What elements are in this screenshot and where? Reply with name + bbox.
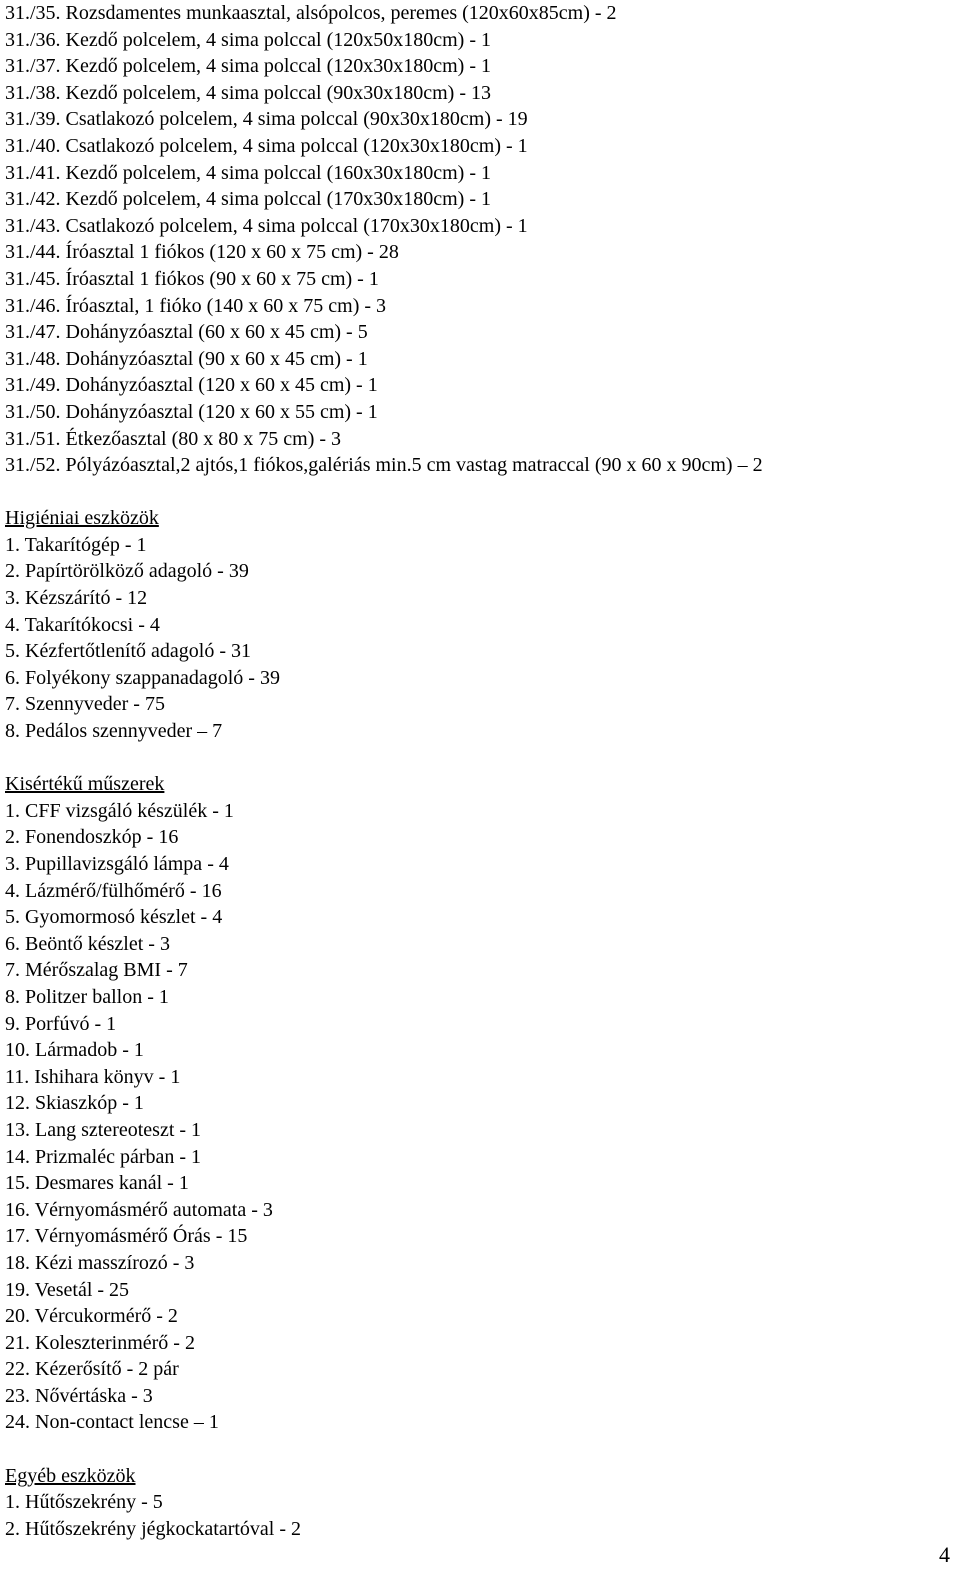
section-heading-hygiene: Higiéniai eszközök xyxy=(5,507,159,530)
list-item: 2. Papírtörölköző adagoló - 39 xyxy=(5,560,249,583)
list-item: 6. Beöntő készlet - 3 xyxy=(5,932,170,955)
list-item: 31./42. Kezdő polcelem, 4 sima polccal (170x30x180cm) - 1 xyxy=(5,188,491,211)
list-item: 5. Kézfertőtlenítő adagoló - 31 xyxy=(5,640,252,663)
furniture-list xyxy=(5,0,955,479)
list-item: 24. Non-contact lencse – 1 xyxy=(5,1411,219,1434)
list-item: 2. Hűtőszekrény jégkockatartóval - 2 xyxy=(5,1517,302,1540)
list-item: 1. Takarítógép - 1 xyxy=(5,533,147,556)
list-item: 17. Vérnyomásmérő Órás - 15 xyxy=(5,1225,248,1248)
list-item: 19. Vesetál - 25 xyxy=(5,1278,130,1301)
list-item: 3. Kézszárító - 12 xyxy=(5,587,148,610)
list-item: 31./43. Csatlakozó polcelem, 4 sima polccal (170x30x180cm) - 1 xyxy=(5,214,528,237)
list-item: 31./37. Kezdő polcelem, 4 sima polccal (120x30x180cm) - 1 xyxy=(5,55,491,78)
list-item: 15. Desmares kanál - 1 xyxy=(5,1172,189,1195)
list-item: 23. Nővértáska - 3 xyxy=(5,1384,153,1407)
page-number: 4 xyxy=(939,1542,950,1567)
list-item: 1. CFF vizsgáló készülék - 1 xyxy=(5,799,234,822)
section-heading-instruments: Kisértékű műszerek xyxy=(5,773,165,796)
spacer xyxy=(5,479,955,506)
list-item: 31./35. Rozsdamentes munkaasztal, alsópolcos, peremes (120x60x85cm) - 2 xyxy=(5,2,617,24)
list-item: 4. Takarítókocsi - 4 xyxy=(5,613,160,636)
list-item: 6. Folyékony szappanadagoló - 39 xyxy=(5,666,280,689)
list-item: 31./38. Kezdő polcelem, 4 sima polccal (90x30x180cm) - 13 xyxy=(5,81,491,104)
list-item: 16. Vérnyomásmérő automata - 3 xyxy=(5,1198,273,1221)
list-item: 31./48. Dohányzóasztal (90 x 60 x 45 cm) - 1 xyxy=(5,347,368,370)
list-item: 31./50. Dohányzóasztal (120 x 60 x 55 cm) - 1 xyxy=(5,400,378,423)
list-item: 31./44. Íróasztal 1 fiókos (120 x 60 x 75 cm) - 28 xyxy=(5,241,399,264)
hygiene-section xyxy=(5,505,955,744)
list-item: 7. Szennyveder - 75 xyxy=(5,693,165,716)
list-item: 5. Gyomormosó készlet - 4 xyxy=(5,906,223,929)
list-item: 13. Lang sztereoteszt - 1 xyxy=(5,1118,202,1141)
list-item: 31./39. Csatlakozó polcelem, 4 sima polccal (90x30x180cm) - 19 xyxy=(5,108,528,131)
list-item: 31./45. Íróasztal 1 fiókos (90 x 60 x 75 cm) - 1 xyxy=(5,267,379,290)
list-item: 14. Prizmaléc párban - 1 xyxy=(5,1145,202,1168)
section-heading-other: Egyéb eszközök xyxy=(5,1464,136,1487)
list-item: 8. Pedálos szennyveder – 7 xyxy=(5,720,223,743)
list-item: 7. Mérőszalag BMI - 7 xyxy=(5,959,188,982)
list-item: 31./46. Íróasztal, 1 fióko (140 x 60 x 75 cm) - 3 xyxy=(5,294,387,317)
list-item: 31./40. Csatlakozó polcelem, 4 sima polccal (120x30x180cm) - 1 xyxy=(5,134,528,157)
list-item: 18. Kézi masszírozó - 3 xyxy=(5,1251,195,1274)
list-item: 31./36. Kezdő polcelem, 4 sima polccal (120x50x180cm) - 1 xyxy=(5,28,491,51)
list-item: 2. Fonendoszkóp - 16 xyxy=(5,826,179,849)
list-item: 9. Porfúvó - 1 xyxy=(5,1012,117,1035)
other-section xyxy=(5,1463,955,1543)
list-item: 31./51. Étkezőasztal (80 x 80 x 75 cm) - 3 xyxy=(5,427,342,450)
list-item: 11. Ishihara könyv - 1 xyxy=(5,1065,181,1088)
list-item: 12. Skiaszkóp - 1 xyxy=(5,1092,144,1115)
list-item: 20. Vércukormérő - 2 xyxy=(5,1305,178,1328)
list-item: 10. Lármadob - 1 xyxy=(5,1039,144,1062)
list-item: 1. Hűtőszekrény - 5 xyxy=(5,1491,163,1514)
list-item: 21. Koleszterinmérő - 2 xyxy=(5,1331,195,1354)
list-item: 31./52. Pólyázóasztal,2 ajtós,1 fiókos,galériás min.5 cm vastag matraccal (90 x 60 x 90cm) – 2 xyxy=(5,454,763,477)
list-item: 31./41. Kezdő polcelem, 4 sima polccal (160x30x180cm) - 1 xyxy=(5,161,491,184)
list-item: 8. Politzer ballon - 1 xyxy=(5,985,169,1008)
instruments-section xyxy=(5,771,955,1436)
spacer xyxy=(5,1436,955,1463)
list-item: 31./47. Dohányzóasztal (60 x 60 x 45 cm) - 5 xyxy=(5,321,368,344)
list-item: 4. Lázmérő/fülhőmérő - 16 xyxy=(5,879,222,902)
list-item: 31./49. Dohányzóasztal (120 x 60 x 45 cm) - 1 xyxy=(5,374,378,397)
list-item: 22. Kézerősítő - 2 pár xyxy=(5,1358,179,1381)
spacer xyxy=(5,745,955,772)
list-item: 3. Pupillavizsgáló lámpa - 4 xyxy=(5,853,229,875)
document-page xyxy=(5,0,955,1542)
